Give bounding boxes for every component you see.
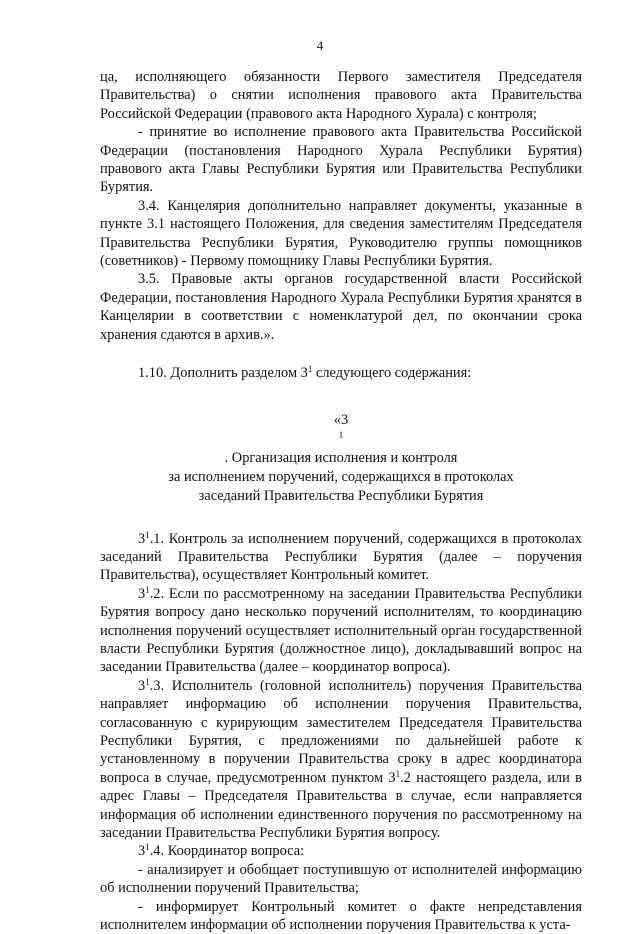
paragraph-3-4: 3.4. Канцелярия дополнительно направляет документы, указанные в пункте 3.1 настоящего Положения, для сведения заместителям Председателя Правительства Республики Бурятия, Руководителю группы помощников (советников) - Первому помощнику Главы Республики Бурятия. bbox=[100, 197, 582, 270]
amendment-prefix: 1.10. Дополнить разделом 3 bbox=[138, 365, 308, 382]
page-number: 4 bbox=[316, 38, 324, 53]
superscript: 1 bbox=[145, 529, 150, 540]
paragraph-31-3: $3^1.3$. Исполнитель (головной исполнитель) поручения Правительства направляет информацию об исполнении поручения Правительства, согласованную с курирующим заместителем Председателя Правительства Республики Бурятия, с предложениями по дальнейшей работе к установленному в поручении Правительства сроку в адрес координатора вопроса в случае, предусмотренном пунктом $3^1.2$ настоящего раздела, или в адрес Главы – Председателя Правительства в случае, если направляется информация об исполнении единственного поручения по рассмотренному на заседании Правительства Республики Бурятия вопросу. bbox=[100, 676, 582, 841]
superscript: 1 bbox=[145, 584, 150, 595]
heading-line-1 bbox=[100, 411, 582, 468]
heading-line-2: за исполнением поручений, содержащихся в протоколах bbox=[168, 468, 514, 485]
paragraph-31-4: $3^1.4$. Координатор вопроса: bbox=[138, 842, 305, 860]
document-body bbox=[100, 68, 582, 934]
heading-line-3: заседаний Правительства Республики Бурятия bbox=[198, 487, 484, 504]
paragraph: ца, исполняющего обязанности Первого заместителя Председателя Правительства) о снятии исполнения правового акта Правительства Российской Федерации (правового акта Народного Хурала) с контроля; bbox=[100, 69, 582, 122]
paragraph-31-1: $3^1.1$. Контроль за исполнением поручений, содержащихся в протоколах заседаний Правительства Республики Бурятия (далее – поручения Правительства), осуществляет Контрольный комитет. bbox=[100, 529, 582, 584]
superscript: 1 bbox=[145, 676, 150, 687]
section-heading bbox=[100, 411, 582, 506]
list-item: - анализирует и обобщает поступившую от исполнителей информацию об исполнении поручений Правительства; bbox=[100, 861, 582, 897]
superscript: 1 bbox=[338, 429, 344, 440]
paragraph-31-2: $3^1.2$. Если по рассмотренному на заседании Правительства Республики Бурятия вопросу дано несколько поручений исполнителям, то координацию исполнения поручений осуществляет исполнительный орган государственной власти Республики Бурятия (должностное лицо), докладывавший вопрос на заседании Правительства (далее – координатор вопроса). bbox=[100, 584, 582, 676]
amendment-paragraph bbox=[100, 364, 582, 382]
paragraph-3-5: 3.5. Правовые акты органов государственной власти Российской Федерации, постановления Народного Хурала Республики Бурятия хранятся в Канцелярии в соответствии с номенклатурой дел, по окончании срока хранения сдаются в архив.». bbox=[100, 271, 582, 343]
amendment-suffix: следующего содержания: bbox=[312, 365, 472, 382]
paragraph: - принятие во исполнение правового акта Правительства Российской Федерации (постановления Народного Хурала Республики Бурятия) правового акта Главы Республики Бурятия или Правительства Республики Бурятия. bbox=[100, 124, 582, 196]
heading-line-1-rest: . Организация исполнения и контроля bbox=[224, 449, 458, 466]
superscript: 1 bbox=[395, 768, 401, 779]
superscript: 1 bbox=[145, 842, 150, 853]
superscript: 1 bbox=[307, 364, 313, 375]
list-item: - информирует Контрольный комитет о факте непредставления исполнителем информации об исполнении поручения Правительства к уста- bbox=[100, 898, 582, 934]
heading-open: «3 bbox=[333, 411, 349, 428]
